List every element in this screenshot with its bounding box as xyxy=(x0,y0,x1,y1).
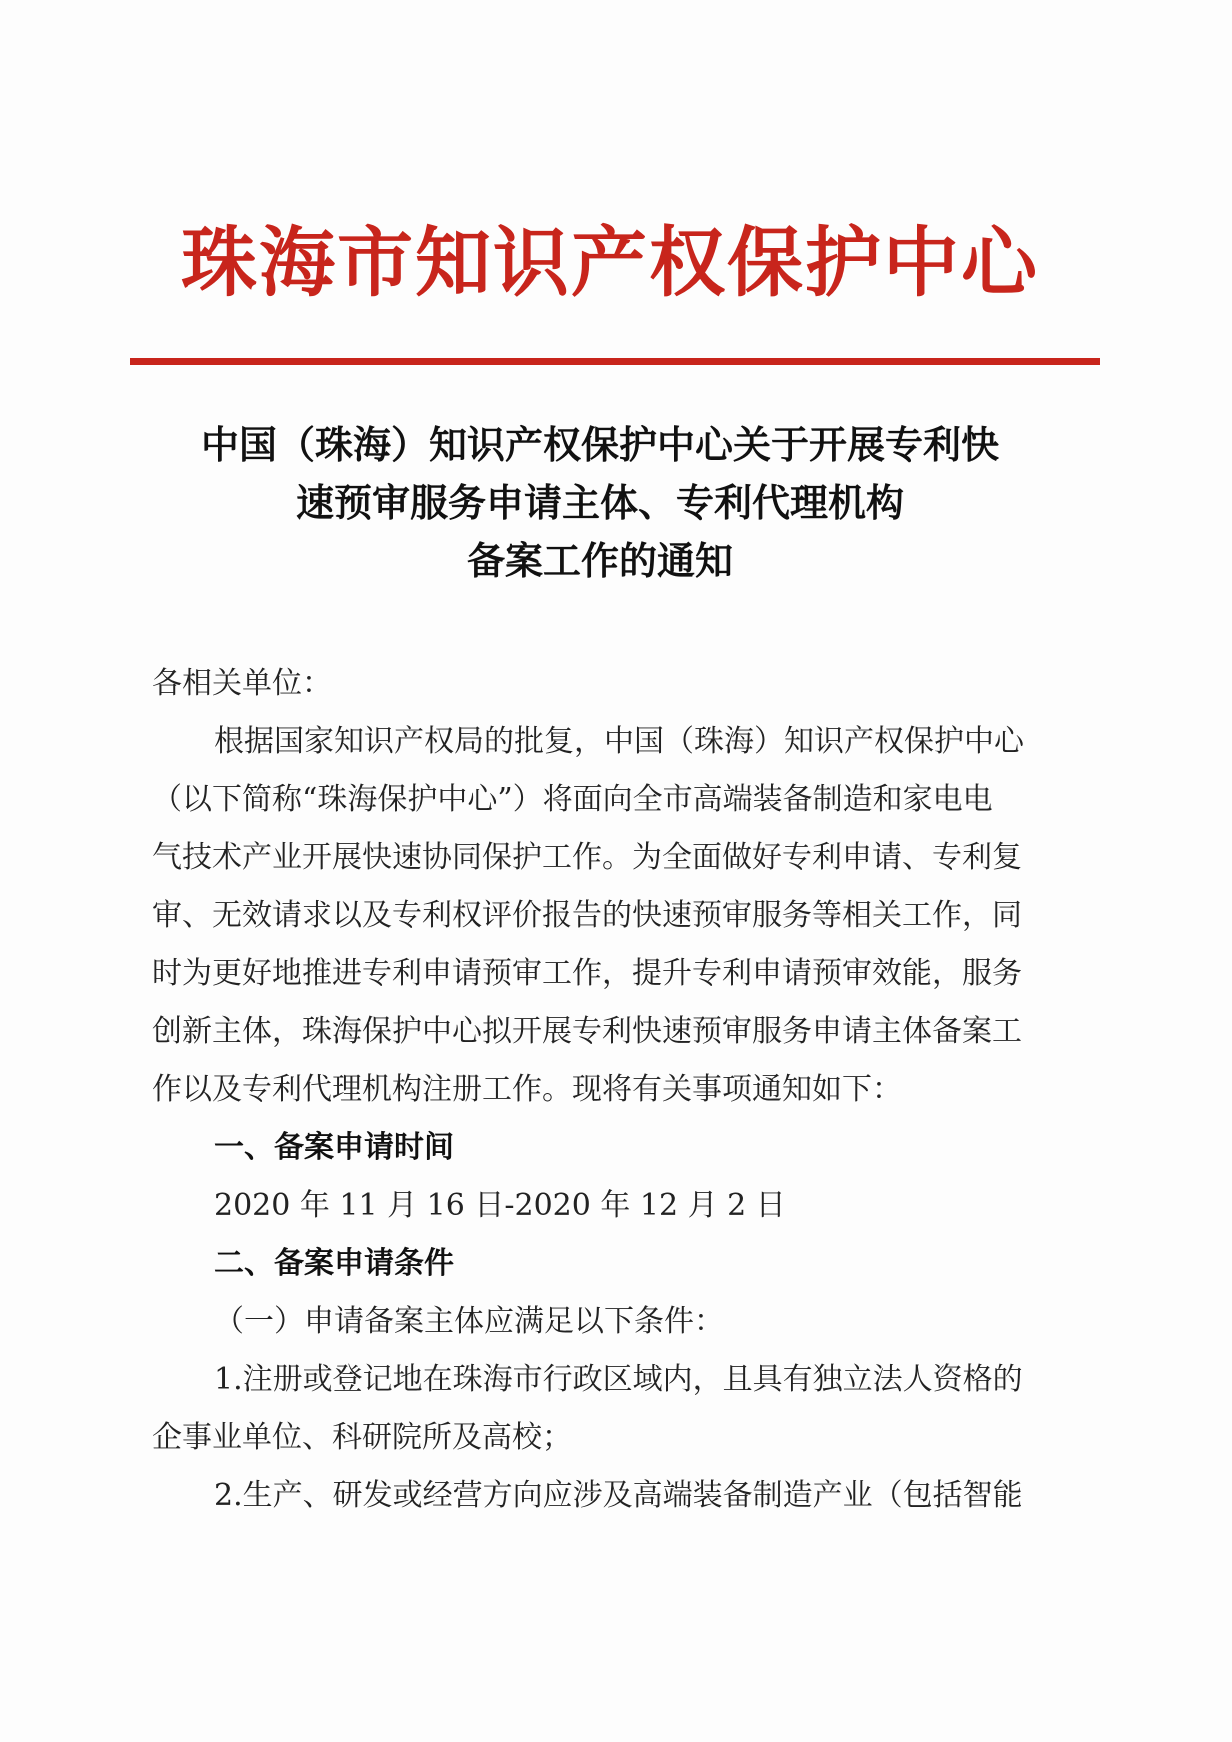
item2-line-1: 2.生产、研发或经营方向应涉及高端装备制造产业（包括智能 xyxy=(214,1478,1023,1513)
item1-line-1: 1.注册或登记地在珠海市行政区域内，且具有独立法人资格的 xyxy=(214,1362,1023,1397)
subsection1-heading: （一）申请备案主体应满足以下条件： xyxy=(214,1304,724,1339)
para1-line-4: 审、无效请求以及专利权评价报告的快速预审服务等相关工作，同 xyxy=(152,898,1022,933)
title-line-2: 速预审服务申请主体、专利代理机构 xyxy=(295,481,904,525)
title-line-1: 中国（珠海）知识产权保护中心关于开展专利快 xyxy=(200,423,999,467)
para1-line-5: 时为更好地推进专利申请预审工作，提升专利申请预审效能，服务 xyxy=(152,956,1022,991)
para1-line-6: 创新主体，珠海保护中心拟开展专利快速预审服务申请主体备案工 xyxy=(152,1014,1022,1049)
para1-line-1: 根据国家知识产权局的批复，中国（珠海）知识产权保护中心 xyxy=(214,724,1024,759)
item1-line-2: 企事业单位、科研院所及高校； xyxy=(152,1420,572,1455)
para1-line-3: 气技术产业开展快速协同保护工作。为全面做好专利申请、专利复 xyxy=(152,840,1022,875)
para1-line-2: （以下简称“珠海保护中心”）将面向全市高端装备制造和家电电 xyxy=(152,782,993,817)
document-title xyxy=(100,416,1100,590)
org-letterhead: 珠海市知识产权保护中心 xyxy=(181,218,1039,307)
letterhead-red-rule xyxy=(130,358,1100,365)
title-line-3: 备案工作的通知 xyxy=(466,539,733,583)
salutation: 各相关单位： xyxy=(152,666,332,701)
section1-heading: 一、备案申请时间 xyxy=(214,1130,454,1165)
para1-line-7: 作以及专利代理机构注册工作。现将有关事项通知如下： xyxy=(152,1072,902,1107)
section2-heading: 二、备案申请条件 xyxy=(214,1246,454,1281)
section1-dates: 2020 年 11 月 16 日-2020 年 12 月 2 日 xyxy=(214,1188,786,1223)
